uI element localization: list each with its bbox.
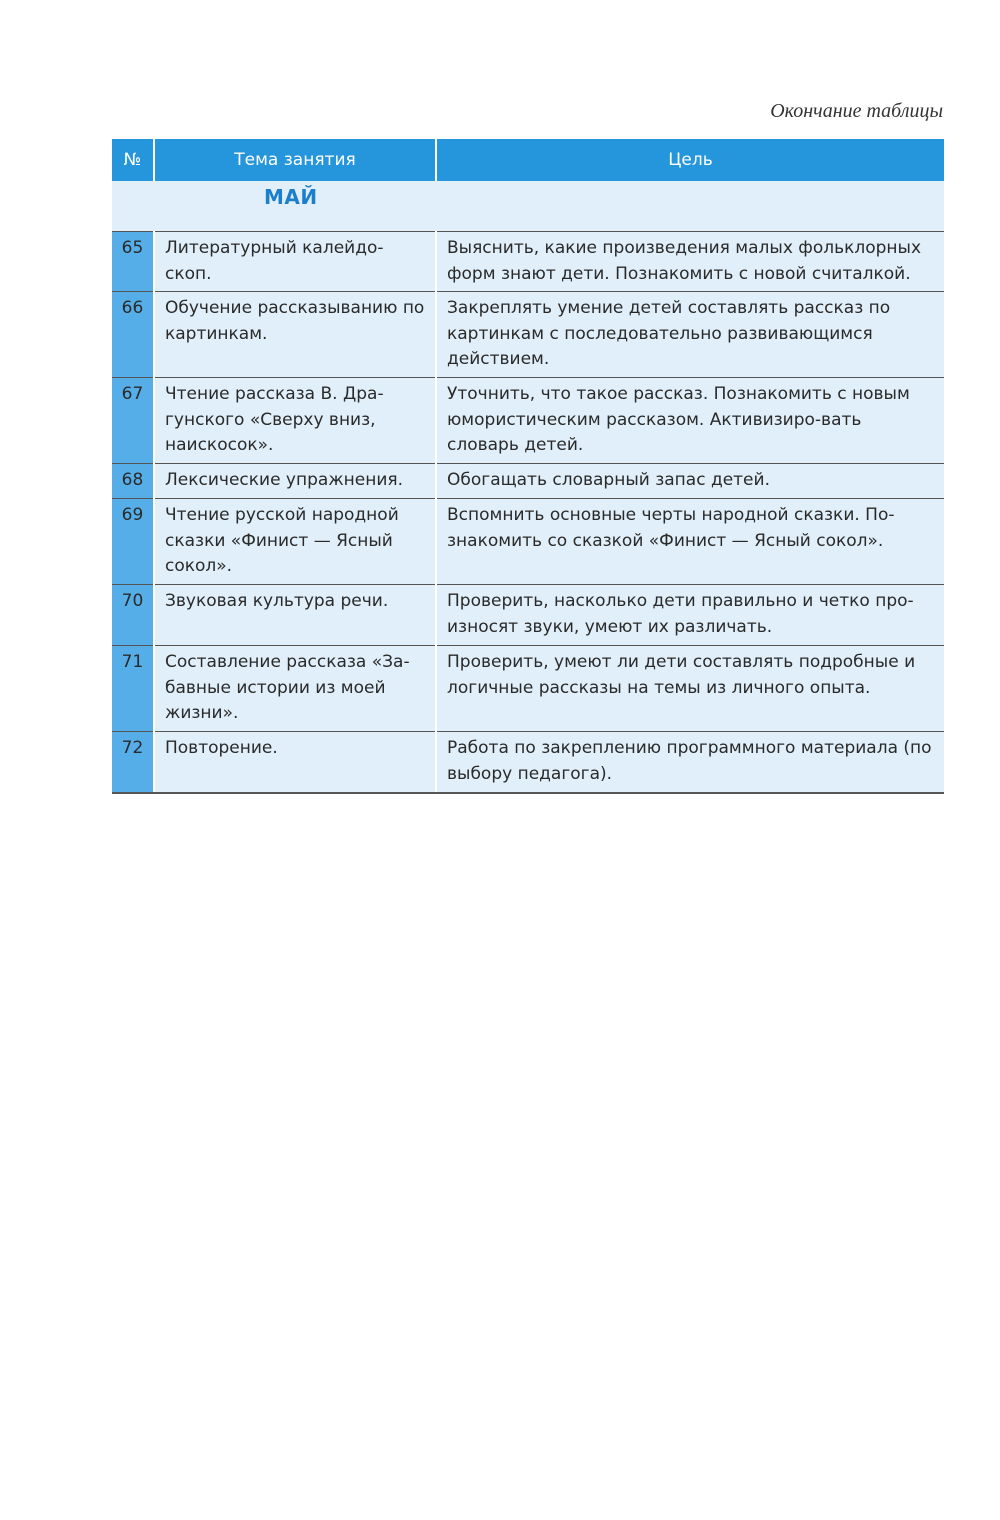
row-topic: Составление рассказа «За-бавные истории из моей жизни». [154,646,436,732]
row-goal: Проверить, насколько дети правильно и четко про-износят звуки, умеют их различать. [436,585,944,646]
row-topic: Обучение рассказыванию по картинкам. [154,292,436,378]
row-topic: Звуковая культура речи. [154,585,436,646]
month-row [112,181,944,232]
table-row [112,464,944,499]
row-goal: Проверить, умеют ли дети составлять подробные и логичные рассказы на темы из личного опыта. [436,646,944,732]
header-topic: Тема занятия [154,139,436,181]
table-row [112,499,944,585]
row-num: 68 [112,464,154,499]
row-goal: Вспомнить основные черты народной сказки. По-знакомить со сказкой «Финист — Ясный сокол». [436,499,944,585]
row-topic: Литературный калейдо-скоп. [154,232,436,292]
month-cell [112,181,944,232]
row-goal: Работа по закреплению программного материала (по выбору педагога). [436,732,944,794]
row-goal: Выяснить, какие произведения малых фольклорных форм знают дети. Познакомить с новой считалкой. [436,232,944,292]
row-num: 70 [112,585,154,646]
row-topic: Чтение рассказа В. Дра-гунского «Сверху вниз, наискосок». [154,378,436,464]
table-row [112,292,944,378]
row-num: 72 [112,732,154,794]
lesson-plan-table [112,139,944,794]
row-num: 66 [112,292,154,378]
row-topic: Чтение русской народной сказки «Финист — Ясный сокол». [154,499,436,585]
row-topic: Повторение. [154,732,436,794]
month-label: МАЙ [264,185,318,209]
row-num: 69 [112,499,154,585]
table-row [112,732,944,794]
row-goal: Уточнить, что такое рассказ. Познакомить с новым юмористическим рассказом. Активизиро-вать словарь детей. [436,378,944,464]
row-goal: Обогащать словарный запас детей. [436,464,944,499]
table-row [112,585,944,646]
table-header-row [112,139,944,181]
table-caption: Окончание таблицы [770,100,943,122]
header-goal: Цель [436,139,944,181]
row-num: 67 [112,378,154,464]
row-num: 65 [112,232,154,292]
table-row [112,646,944,732]
table-row [112,232,944,292]
row-num: 71 [112,646,154,732]
row-goal: Закреплять умение детей составлять рассказ по картинкам с последовательно развивающимся действием. [436,292,944,378]
table-row [112,378,944,464]
header-num: № [112,139,154,181]
row-topic: Лексические упражнения. [154,464,436,499]
